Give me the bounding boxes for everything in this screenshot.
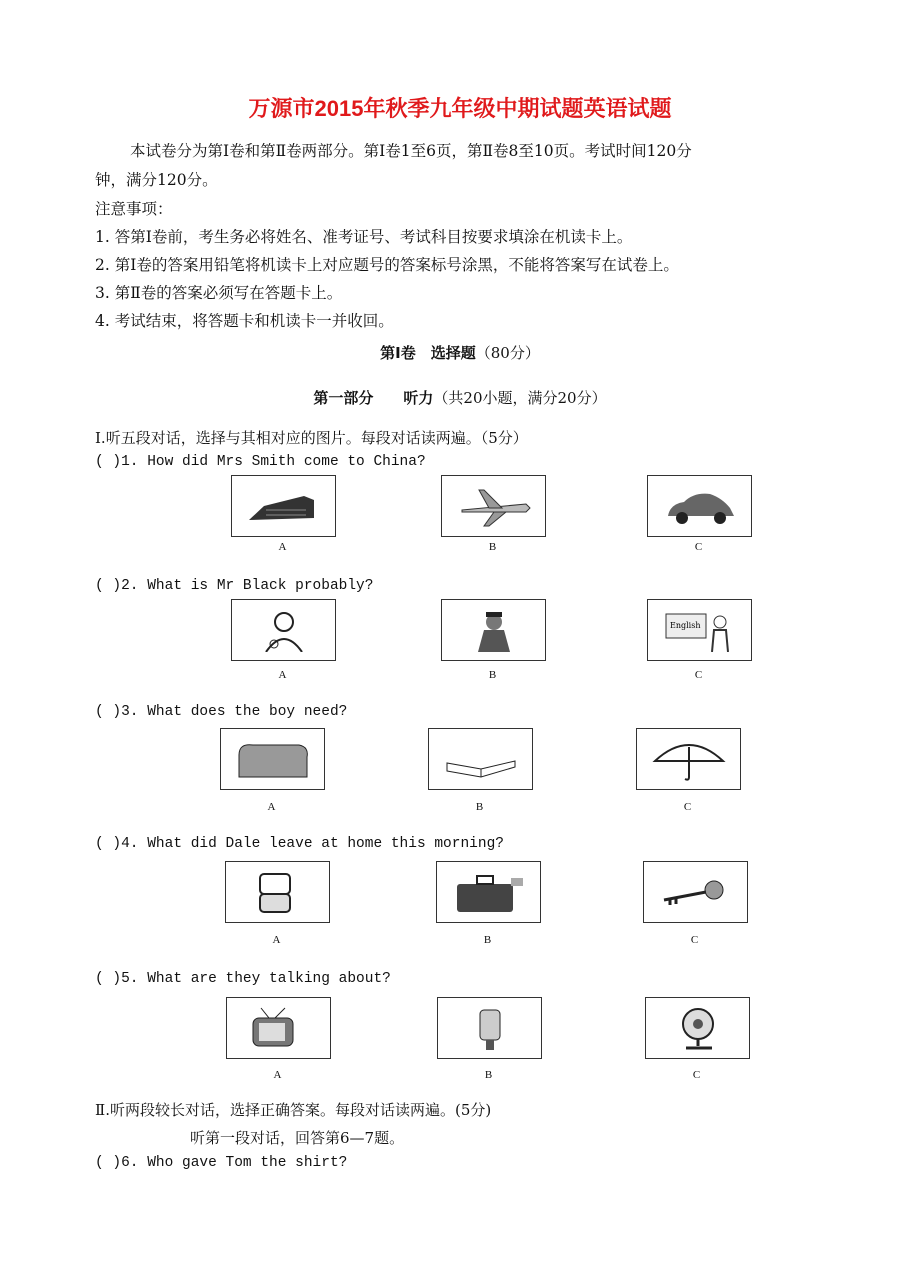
suitcase-picture — [436, 861, 541, 923]
phone-picture — [225, 861, 330, 923]
option-label: A — [278, 669, 287, 681]
question-1: ( )1. How did Mrs Smith come to China? — [95, 454, 426, 470]
keys-picture — [643, 861, 748, 923]
car-picture — [647, 475, 752, 537]
lamp-picture — [437, 997, 542, 1059]
bread-picture — [220, 728, 325, 790]
phone-icon — [238, 870, 318, 914]
doctor-icon — [244, 608, 324, 652]
volume-score: （80分） — [475, 344, 540, 362]
svg-text:English: English — [669, 621, 700, 630]
question-5: ( )5. What are they talking about? — [95, 971, 391, 987]
option-label: C — [694, 669, 703, 681]
car-icon — [660, 484, 740, 528]
option-label: B — [484, 1069, 493, 1081]
train-picture — [231, 475, 336, 537]
policeman-icon — [454, 608, 534, 652]
exam-title: 万源市2015年秋季九年级中期试题英语试题 — [248, 96, 672, 121]
intro-line-1: 本试卷分为第Ⅰ卷和第Ⅱ卷两部分。第Ⅰ卷1至6页，第Ⅱ卷8至10页。考试时间120分 — [130, 142, 692, 160]
teacher-picture — [647, 599, 752, 661]
plane-picture — [441, 475, 546, 537]
train-icon — [244, 484, 324, 528]
option-label: C — [683, 801, 692, 813]
policeman-picture — [441, 599, 546, 661]
option-label: C — [694, 541, 703, 553]
section-2-subinstructions: 听第一段对话，回答第6—7题。 — [190, 1129, 405, 1147]
keys-icon — [656, 870, 736, 914]
question-6: ( )6. Who gave Tom the shirt? — [95, 1155, 348, 1171]
section-2-instructions: Ⅱ.听两段较长对话，选择正确答案。每段对话读两遍。(5分) — [95, 1101, 492, 1119]
option-label: C — [692, 1069, 701, 1081]
option-label: A — [273, 1069, 282, 1081]
part-heading — [0, 388, 920, 408]
teacher-icon — [660, 608, 740, 652]
book-picture — [428, 728, 533, 790]
bread-icon — [233, 737, 313, 781]
intro-line-2: 钟，满分120分。 — [95, 171, 218, 189]
notice-title: 注意事项： — [95, 200, 173, 218]
book-icon — [441, 737, 521, 781]
doctor-picture — [231, 599, 336, 661]
notice-item: 1. 答第Ⅰ卷前，考生务必将姓名、准考证号、考试科目按要求填涂在机读卡上。 — [95, 228, 633, 246]
option-label: A — [267, 801, 276, 813]
fan-picture — [645, 997, 750, 1059]
notice-item: 2. 第Ⅰ卷的答案用铅笔将机读卡上对应题号的答案标号涂黑，不能将答案写在试卷上。 — [95, 256, 679, 274]
lamp-icon — [450, 1006, 530, 1050]
plane-icon — [454, 484, 534, 528]
part-score: （共20小题，满分20分） — [433, 389, 607, 407]
notice-item: 4. 考试结束，将答题卡和机读卡一并收回。 — [95, 312, 394, 330]
option-label: A — [272, 934, 281, 946]
tv-picture — [226, 997, 331, 1059]
question-3: ( )3. What does the boy need? — [95, 704, 348, 720]
option-label: B — [488, 541, 497, 553]
umbrella-picture — [636, 728, 741, 790]
question-4: ( )4. What did Dale leave at home this morning? — [95, 836, 504, 852]
volume-heading — [0, 343, 920, 363]
question-2: ( )2. What is Mr Black probably? — [95, 578, 374, 594]
option-label: A — [278, 541, 287, 553]
option-label: C — [690, 934, 699, 946]
option-label: B — [488, 669, 497, 681]
umbrella-icon — [649, 737, 729, 781]
option-label: B — [475, 801, 484, 813]
notice-item: 3. 第Ⅱ卷的答案必须写在答题卡上。 — [95, 284, 343, 302]
fan-icon — [658, 1006, 738, 1050]
part-title: 第一部分 听力 — [313, 389, 434, 407]
suitcase-icon — [449, 870, 529, 914]
volume-title: 第Ⅰ卷 选择题 — [380, 344, 476, 362]
tv-icon — [239, 1006, 319, 1050]
section-1-instructions: Ⅰ.听五段对话，选择与其相对应的图片。每段对话读两遍。（5分） — [95, 429, 528, 447]
option-label: B — [483, 934, 492, 946]
